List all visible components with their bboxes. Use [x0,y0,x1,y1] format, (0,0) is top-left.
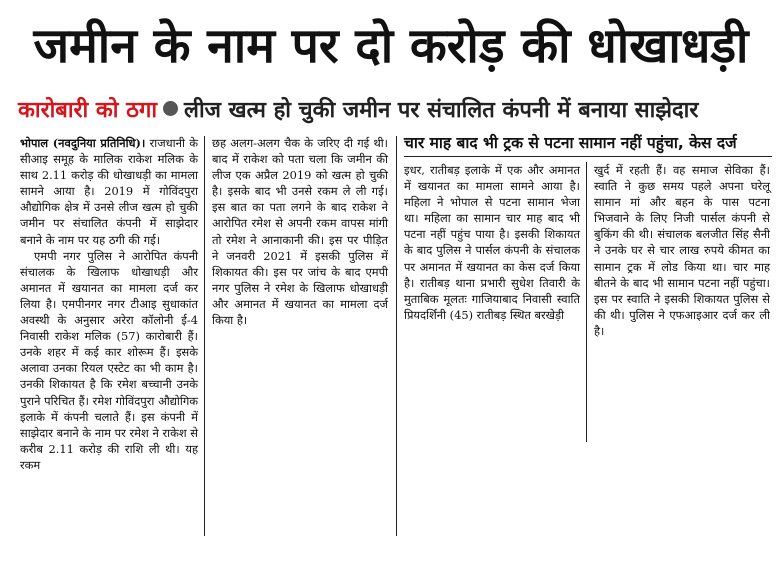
story2-col2-text: खुर्द में रहती हैं। वह समाज सेविका हैं। स्वाति ने कुछ समय पहले अपना घरेलू सामान मां और बहन के पास पटना भिजवाने के लिए निजी पार्सल कंपनी से बुकिंग की थी। संचालक बलजीत सिंह सैनी ने उनके घर से चार लाख रुपये कीमत का सामान ट्रक में लोड किया था। चार माह बीतने के बाद भी सामान पटना नहीं पहुंचा। इस पर स्वाति ने इसकी शिकायत पुलिस से की थी। पुलिस ने एफआइआर दर्ज कर ली है। [594,163,770,338]
story1-para-2: एमपी नगर पुलिस ने आरोपित कंपनी संचालक के खिलाफ धोखाधड़ी और अमानत में खयानत का मामला दर्ज कर लिया है। एमपीनगर नगर टीआइ सुधाकांत अवस्थी के अनुसार अरेरा कॉलोनी ई-4 निवासी राकेश मलिक (57) कारोबारी हैं। उनके शहर में कई कार शोरूम हैं। इसके अलावा उनका रियल एस्टेट का भी काम है। उनकी शिकायत है कि रमेश बच्चानी उनके पुराने परिचित हैं। रमेश गोविंदपुरा औद्योगिक इलाके में कंपनी चलाते हैं। इस कंपनी में साझेदार बनाने के नाम पर रमेश ने राकेश से करीब 2.11 करोड़ की राशि ली थी। यह रकम [20,248,198,472]
story1-col2-text: छह अलग-अलग चैक के जरिए दी गई थी। बाद में राकेश को पता चला कि जमीन की लीज एक अप्रैल 2019 को खत्म हो चुकी है। इसके बाद भी उनसे रकम ले ली गई। इस बात का पता लगने के बाद राकेश ने आरोपित रमेश से अपनी रकम वापस मांगी तो रमेश ने आनाकानी की। इस पर पीड़ित ने जनवरी 2021 में इसकी पुलिस में शिकायत की। इस पर जांच के बाद एमपी नगर पुलिस ने रमेश के खिलाफ धोखाधड़ी और अमानत में खयानत का मामला दर्ज किया है। [212,136,388,328]
deck: लीज खत्म हो चुकी जमीन पर संचालित कंपनी में बनाया साझेदार [184,98,699,123]
story1-column-2 [212,135,388,328]
story1-para-1-text: राजधानी के सीआइ समूह के मालिक राकेश मलिक के साथ 2.11 करोड़ की धोखाधड़ी का मामला सामने आया है। 2019 में गोविंदपुरा औद्योगिक क्षेत्र में उनसे लीज खत्म हो चुकी जमीन पर संचालित कंपनी में साझेदार बनाने के नाम पर यह ठगी की गई। [20,136,198,247]
subheading-row [18,94,778,128]
story2-column-1 [404,162,580,323]
headline: जमीन के नाम पर दो करोड़ की धोखाधड़ी [33,18,749,74]
story-divider [396,136,397,536]
story1-column-1 [20,135,198,473]
dateline: भोपाल (नवदुनिया प्रतिनिधि)। [20,136,146,150]
story1-para-1 [20,135,198,248]
column-divider [204,136,205,536]
story2-column-2 [594,162,770,339]
bullet-dot-icon [163,101,178,116]
column-divider-2 [586,162,587,442]
kicker: कारोबारी को ठगा [18,98,158,123]
story2-col1-text: इधर, रातीबड़ इलाके में एक और अमानत में खयानत का मामला सामने आया है। महिला ने भोपाल से पटना सामान भेजा था। महिला का सामान चार माह बाद भी पटना नहीं पहुंच पाया है। इसकी शिकायत के बाद पुलिस ने पार्सल कंपनी के संचालक पर अमानत में खयानत का केस दर्ज किया है। रातीबड़ थाना प्रभारी सुधेश तिवारी के मुताबिक मूलतः गाजियाबाद निवासी स्वाति प्रियदर्शिनी (45) रातीबड़ स्थित बरखेड़ी [404,163,580,322]
story2-title: चार माह बाद भी ट्रक से पटना सामान नहीं पहुंचा, केस दर्ज [404,134,737,152]
story2-title-rule [404,156,772,157]
